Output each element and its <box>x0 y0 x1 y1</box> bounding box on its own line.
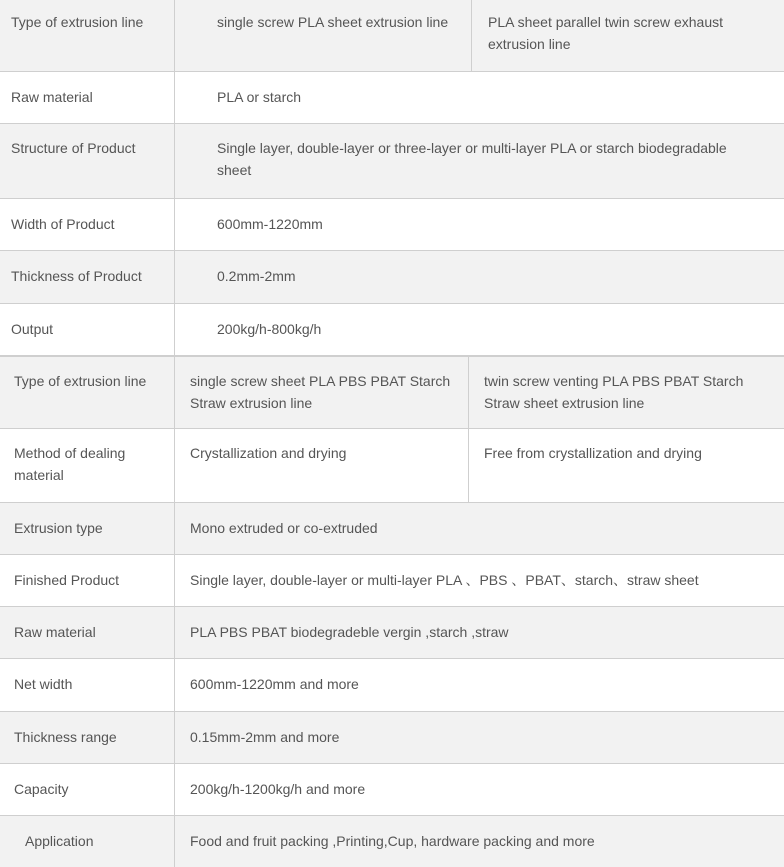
table-row <box>0 429 784 503</box>
row-label: Raw material <box>11 89 93 105</box>
table-row <box>0 712 784 764</box>
row-value: Crystallization and drying <box>174 429 469 502</box>
row-value-alt: twin screw venting PLA PBS PBAT Starch Straw sheet extrusion line <box>468 357 784 428</box>
table-row <box>0 72 784 124</box>
table-row <box>0 356 784 429</box>
row-value: Mono extruded or co-extruded <box>174 503 784 554</box>
table-row <box>0 659 784 712</box>
row-label: Net width <box>14 676 73 692</box>
table-row <box>0 816 784 867</box>
row-value: Single layer, double-layer or multi-layer PLA 、PBS 、PBAT、starch、straw sheet <box>174 555 784 606</box>
row-label: Width of Product <box>11 216 115 232</box>
table-row <box>0 0 784 72</box>
table-row <box>0 607 784 659</box>
row-label: Structure of Product <box>11 140 136 156</box>
row-value: 0.15mm-2mm and more <box>174 712 784 763</box>
row-label: Thickness of Product <box>11 268 142 284</box>
row-label: Output <box>11 321 54 337</box>
row-label: Type of extrusion line <box>11 14 144 30</box>
table-row <box>0 124 784 199</box>
row-label: Application <box>25 833 94 849</box>
row-value: single screw sheet PLA PBS PBAT Starch Straw extrusion line <box>174 357 469 428</box>
row-label: Thickness range <box>14 729 117 745</box>
row-value: PLA or starch <box>174 72 784 123</box>
row-value: 200kg/h-1200kg/h and more <box>174 764 784 815</box>
row-value: PLA PBS PBAT biodegradeble vergin ,starch ,straw <box>174 607 784 658</box>
row-label: Method of dealing material <box>14 445 126 483</box>
row-value: 600mm-1220mm and more <box>174 659 784 711</box>
row-label: Extrusion type <box>14 520 103 536</box>
row-label: Finished Product <box>14 572 120 588</box>
row-value: Food and fruit packing ,Printing,Cup, hardware packing and more <box>174 816 784 867</box>
row-value: 0.2mm-2mm <box>174 251 784 303</box>
row-label: Raw material <box>14 624 96 640</box>
table-row <box>0 764 784 816</box>
row-value-alt: PLA sheet parallel twin screw exhaust extrusion line <box>471 0 784 71</box>
row-value: 600mm-1220mm <box>174 199 784 250</box>
table-row <box>0 555 784 607</box>
row-value: single screw PLA sheet extrusion line <box>174 0 472 71</box>
row-value-alt: Free from crystallization and drying <box>468 429 784 502</box>
row-label: Type of extrusion line <box>14 373 147 389</box>
table-row <box>0 199 784 251</box>
row-value: Single layer, double-layer or three-layer or multi-layer PLA or starch biodegradable sheet <box>174 124 784 198</box>
row-label: Capacity <box>14 781 69 797</box>
table-row <box>0 503 784 555</box>
table-row <box>0 251 784 304</box>
row-value: 200kg/h-800kg/h <box>174 304 784 355</box>
table-row <box>0 304 784 356</box>
